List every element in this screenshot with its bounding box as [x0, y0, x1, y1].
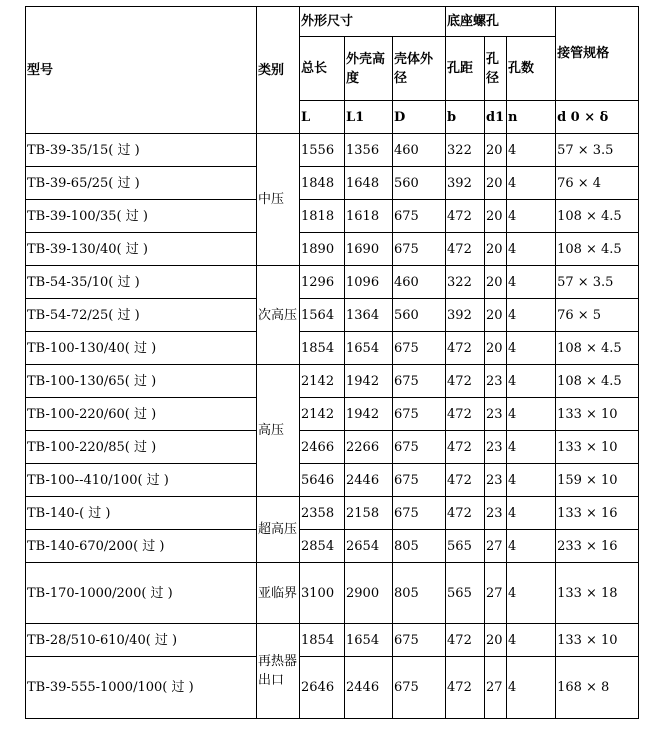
cell-l: 5646: [300, 464, 345, 497]
cell-model: TB-100-130/65( 过 ): [26, 365, 257, 398]
cell-b: 565: [446, 563, 485, 624]
cell-b: 392: [446, 299, 485, 332]
cell-l: 1854: [300, 332, 345, 365]
cell-b: 392: [446, 167, 485, 200]
cell-l: 1854: [300, 624, 345, 657]
cell-n: 4: [507, 233, 556, 266]
header-shell-height: 外壳高度: [345, 37, 393, 101]
cell-model: TB-39-130/40( 过 ): [26, 233, 257, 266]
cell-n: 4: [507, 200, 556, 233]
cell-n: 4: [507, 624, 556, 657]
cell-b: 472: [446, 464, 485, 497]
header-category: 类别: [257, 7, 300, 134]
cell-spec: 133 × 10: [556, 624, 639, 657]
cell-n: 4: [507, 497, 556, 530]
cell-model: TB-39-555-1000/100( 过 ): [26, 657, 257, 719]
header-model: 型号: [26, 7, 257, 134]
header-sym-D: D: [393, 101, 446, 134]
cell-d: 675: [393, 464, 446, 497]
cell-l: 2142: [300, 398, 345, 431]
table-row: [26, 200, 639, 233]
header-pipe-spec: 接管规格: [556, 7, 639, 101]
header-hole-spacing: 孔距: [446, 37, 485, 101]
cell-l: 2646: [300, 657, 345, 719]
cell-model: TB-54-35/10( 过 ): [26, 266, 257, 299]
cell-spec: 57 × 3.5: [556, 266, 639, 299]
cell-d: 675: [393, 233, 446, 266]
cell-b: 322: [446, 266, 485, 299]
cell-category: 超高压: [257, 497, 300, 563]
cell-d: 560: [393, 299, 446, 332]
cell-spec: 108 × 4.5: [556, 365, 639, 398]
table-row: [26, 365, 639, 398]
cell-b: 472: [446, 365, 485, 398]
header-sym-b: b: [446, 101, 485, 134]
cell-category: 再热器出口: [257, 624, 300, 719]
cell-d1: 27: [485, 563, 507, 624]
cell-l1: 2266: [345, 431, 393, 464]
cell-l1: 1618: [345, 200, 393, 233]
cell-n: 4: [507, 657, 556, 719]
cell-d1: 23: [485, 464, 507, 497]
table-row: [26, 398, 639, 431]
cell-n: 4: [507, 134, 556, 167]
cell-l: 1296: [300, 266, 345, 299]
cell-l1: 2446: [345, 657, 393, 719]
cell-d1: 23: [485, 365, 507, 398]
table-row: [26, 497, 639, 530]
cell-category: 中压: [257, 134, 300, 266]
cell-spec: 108 × 4.5: [556, 233, 639, 266]
cell-spec: 168 × 8: [556, 657, 639, 719]
cell-l1: 2158: [345, 497, 393, 530]
cell-model: TB-100-220/85( 过 ): [26, 431, 257, 464]
header-sym-n: n: [507, 101, 556, 134]
cell-l1: 1356: [345, 134, 393, 167]
cell-spec: 133 × 16: [556, 497, 639, 530]
cell-model: TB-100--410/100( 过 ): [26, 464, 257, 497]
cell-d1: 27: [485, 530, 507, 563]
cell-spec: 133 × 10: [556, 398, 639, 431]
cell-model: TB-39-100/35( 过 ): [26, 200, 257, 233]
cell-b: 472: [446, 233, 485, 266]
cell-spec: 233 × 16: [556, 530, 639, 563]
cell-d1: 23: [485, 431, 507, 464]
cell-model: TB-28/510-610/40( 过 ): [26, 624, 257, 657]
cell-d1: 20: [485, 299, 507, 332]
cell-l: 2358: [300, 497, 345, 530]
cell-l: 2854: [300, 530, 345, 563]
cell-l: 1848: [300, 167, 345, 200]
table-row: [26, 332, 639, 365]
cell-spec: 108 × 4.5: [556, 332, 639, 365]
cell-l1: 1364: [345, 299, 393, 332]
cell-l1: 1942: [345, 398, 393, 431]
cell-b: 565: [446, 530, 485, 563]
cell-category: 亚临界: [257, 563, 300, 624]
cell-d1: 20: [485, 624, 507, 657]
cell-model: TB-140-670/200( 过 ): [26, 530, 257, 563]
cell-d: 460: [393, 134, 446, 167]
cell-b: 472: [446, 332, 485, 365]
cell-spec: 133 × 18: [556, 563, 639, 624]
header-hole-count: 孔数: [507, 37, 556, 101]
header-sym-spec: d 0 × δ: [556, 101, 639, 134]
cell-l: 1556: [300, 134, 345, 167]
cell-model: TB-100-130/40( 过 ): [26, 332, 257, 365]
cell-n: 4: [507, 398, 556, 431]
cell-l1: 1654: [345, 332, 393, 365]
cell-model: TB-140-( 过 ): [26, 497, 257, 530]
table-row: [26, 431, 639, 464]
cell-spec: 76 × 5: [556, 299, 639, 332]
cell-model: TB-54-72/25( 过 ): [26, 299, 257, 332]
cell-l: 3100: [300, 563, 345, 624]
cell-n: 4: [507, 563, 556, 624]
cell-l1: 2446: [345, 464, 393, 497]
cell-b: 472: [446, 497, 485, 530]
cell-l1: 1096: [345, 266, 393, 299]
cell-l1: 1942: [345, 365, 393, 398]
cell-model: TB-170-1000/200( 过 ): [26, 563, 257, 624]
cell-d: 675: [393, 657, 446, 719]
table-row: [26, 167, 639, 200]
cell-l1: 2900: [345, 563, 393, 624]
cell-d: 675: [393, 398, 446, 431]
header-hole-diameter: 孔径: [485, 37, 507, 101]
table-row: [26, 464, 639, 497]
cell-n: 4: [507, 266, 556, 299]
table-row: [26, 299, 639, 332]
cell-d1: 27: [485, 657, 507, 719]
table-row: [26, 624, 639, 657]
cell-b: 322: [446, 134, 485, 167]
cell-d1: 20: [485, 134, 507, 167]
header-sym-d1: d1: [485, 101, 507, 134]
table-row: [26, 266, 639, 299]
cell-d1: 20: [485, 266, 507, 299]
cell-l1: 1690: [345, 233, 393, 266]
cell-d: 675: [393, 431, 446, 464]
cell-d: 805: [393, 530, 446, 563]
table-row: [26, 134, 639, 167]
header-sym-L1: L1: [345, 101, 393, 134]
cell-d1: 20: [485, 332, 507, 365]
cell-n: 4: [507, 167, 556, 200]
header-shell-diameter: 壳体外径: [393, 37, 446, 101]
table-row: [26, 233, 639, 266]
cell-d: 675: [393, 365, 446, 398]
cell-b: 472: [446, 657, 485, 719]
cell-d1: 20: [485, 167, 507, 200]
cell-n: 4: [507, 530, 556, 563]
cell-b: 472: [446, 200, 485, 233]
cell-d: 675: [393, 497, 446, 530]
cell-spec: 57 × 3.5: [556, 134, 639, 167]
cell-d: 675: [393, 200, 446, 233]
spec-table: [25, 6, 639, 719]
cell-l: 2466: [300, 431, 345, 464]
header-sym-L: L: [300, 101, 345, 134]
cell-d: 675: [393, 332, 446, 365]
cell-l: 1890: [300, 233, 345, 266]
cell-b: 472: [446, 431, 485, 464]
cell-model: TB-39-65/25( 过 ): [26, 167, 257, 200]
cell-spec: 76 × 4: [556, 167, 639, 200]
cell-d1: 23: [485, 497, 507, 530]
cell-model: TB-100-220/60( 过 ): [26, 398, 257, 431]
cell-model: TB-39-35/15( 过 ): [26, 134, 257, 167]
cell-d: 805: [393, 563, 446, 624]
cell-d: 560: [393, 167, 446, 200]
cell-l1: 1654: [345, 624, 393, 657]
table-row: [26, 563, 639, 624]
cell-n: 4: [507, 431, 556, 464]
cell-n: 4: [507, 464, 556, 497]
cell-n: 4: [507, 332, 556, 365]
cell-l1: 2654: [345, 530, 393, 563]
cell-n: 4: [507, 365, 556, 398]
cell-d1: 23: [485, 398, 507, 431]
cell-d: 675: [393, 624, 446, 657]
cell-n: 4: [507, 299, 556, 332]
cell-d1: 20: [485, 200, 507, 233]
header-base-holes: 底座螺孔: [446, 7, 556, 37]
header-dimensions: 外形尺寸: [300, 7, 446, 37]
cell-spec: 108 × 4.5: [556, 200, 639, 233]
cell-d: 460: [393, 266, 446, 299]
cell-l: 1564: [300, 299, 345, 332]
cell-l: 2142: [300, 365, 345, 398]
cell-l: 1818: [300, 200, 345, 233]
cell-spec: 133 × 10: [556, 431, 639, 464]
cell-category: 次高压: [257, 266, 300, 365]
cell-d1: 20: [485, 233, 507, 266]
table-row: [26, 530, 639, 563]
cell-category: 高压: [257, 365, 300, 497]
cell-b: 472: [446, 624, 485, 657]
header-total-length: 总长: [300, 37, 345, 101]
cell-spec: 159 × 10: [556, 464, 639, 497]
cell-l1: 1648: [345, 167, 393, 200]
table-row: [26, 657, 639, 719]
cell-b: 472: [446, 398, 485, 431]
